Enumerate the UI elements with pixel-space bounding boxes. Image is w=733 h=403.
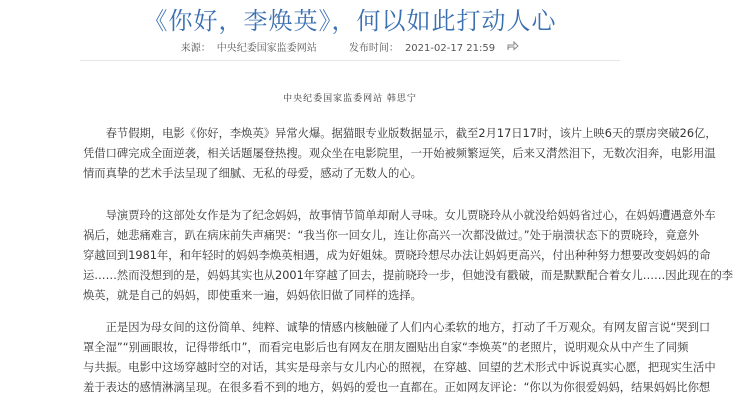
time-value: 2021-02-17 21:59 — [404, 43, 496, 54]
paragraph-2 — [83, 206, 733, 306]
paragraph-line: 运……然而没想到的是，妈妈其实也从2001年穿越了回去，提前晓玲一步，但她没有戳破，而是默默配合着女儿……因此现在的李 — [83, 269, 733, 282]
paragraph-3 — [83, 318, 716, 398]
paragraph-line: 焕英，就是自己的妈妈，即使重来一遍，妈妈依旧做了同样的选择。 — [83, 289, 422, 302]
paragraph-line: 正是因为母女间的这份简单、纯粹、诚挚的情感内核触碰了人们内心柔软的地方，打动了千万观众。有网友留言说“哭到口 — [83, 321, 711, 334]
article-title: 《你好，李焕英》，何以如此打动人心 — [143, 7, 557, 35]
paragraph-line: 罩全湿”“别画眼妆，记得带纸巾”，而看完电影后也有网友在朋友圈贴出自家“李焕英”的老照片，说明观众从中产生了同频 — [83, 341, 689, 354]
paragraph-line: 羞于表达的感情淋漓呈现。在很多看不到的地方，妈妈的爱也一直都在。正如网友评论：“你以为你很爱妈妈，结果妈妈比你想 — [83, 381, 711, 394]
paragraph-1 — [83, 124, 717, 184]
share-icon[interactable] — [507, 40, 519, 56]
article-byline: 中央纪委国家监委网站 韩思宁 — [283, 94, 417, 104]
article-meta — [0, 40, 700, 56]
title-divider — [80, 60, 620, 61]
paragraph-line: 情而真挚的艺术手法呈现了细腻、无私的母爱，感动了无数人的心。 — [83, 167, 422, 180]
paragraph-line: 祸后，她悲痛难言，趴在病床前失声痛哭：“我当你一回女儿，连让你高兴一次都没做过。”处于崩溃状态下的贾晓玲，竟意外 — [83, 229, 700, 242]
source-value: 中央纪委国家监委网站 — [216, 43, 317, 54]
paragraph-line: 与共振。电影中这场穿越时空的对话，其实是母亲与女儿内心的照视，在穿越、回望的艺术形式中诉说真实心愿，把现实生活中 — [83, 361, 716, 374]
paragraph-line: 穿越回到1981年，和年轻时的妈妈李焕英相遇，成为好姐妹。贾晓玲想尽办法让妈妈更高兴，付出种种努力想要改变妈妈的命 — [83, 249, 711, 262]
paragraph-line: 凭借口碑完成全面逆袭，相关话题屡登热搜。观众坐在电影院里，一开始被频繁逗笑，后来又潸然泪下，无数次泪奔，电影用温 — [83, 147, 716, 160]
source-label: 来源： — [180, 43, 211, 54]
paragraph-line: 导演贾玲的这部处女作是为了纪念妈妈，故事情节简单却耐人寻味。女儿贾晓玲从小就没给妈妈省过心，在妈妈遭遇意外车 — [83, 209, 716, 222]
time-label: 发布时间： — [348, 43, 399, 54]
paragraph-line: 春节假期，电影《你好，李焕英》异常火爆。据猫眼专业版数据显示，截至2月17日17时，该片上映6天的票房突破26亿， — [83, 127, 717, 140]
